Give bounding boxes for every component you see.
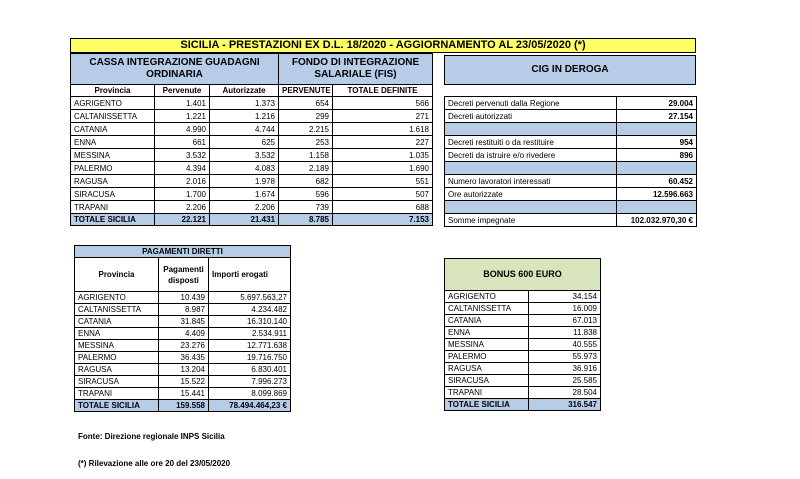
value-cell: 12.596.663 — [617, 188, 697, 201]
pagamenti-header: PAGAMENTI DIRETTI — [75, 246, 291, 258]
total-value: 22.121 — [155, 214, 210, 226]
value-cell: 682 — [279, 175, 333, 188]
value-cell: 4.234.482 — [209, 304, 291, 316]
value-cell: 15.522 — [159, 376, 209, 388]
value-cell: 60.452 — [617, 175, 697, 188]
table-row — [71, 175, 433, 188]
province-cell: SIRACUSA — [71, 188, 155, 201]
bonus-600-table — [444, 258, 601, 411]
value-cell: 1.978 — [210, 175, 279, 188]
value-cell: 1.221 — [155, 110, 210, 123]
value-cell: 3.532 — [210, 149, 279, 162]
total-value: 8.785 — [279, 214, 333, 226]
province-cell: TRAPANI — [75, 388, 159, 400]
value-cell: 1.690 — [333, 162, 433, 175]
province-cell: AGRIGENTO — [75, 292, 159, 304]
table-row — [445, 387, 601, 399]
value-cell: 8.987 — [159, 304, 209, 316]
table-row — [75, 364, 291, 376]
cig-deroga-header: CIG IN DEROGA — [444, 55, 696, 85]
table-row — [445, 291, 601, 303]
province-cell: AGRIGENTO — [71, 97, 155, 110]
value-cell: 596 — [279, 188, 333, 201]
table-row — [71, 136, 433, 149]
value-cell: 3.532 — [155, 149, 210, 162]
total-value: 159.558 — [159, 400, 209, 412]
table-row — [75, 376, 291, 388]
table-row — [445, 351, 601, 363]
value-cell: 271 — [333, 110, 433, 123]
table-row — [445, 375, 601, 387]
value-cell: 25.585 — [529, 375, 601, 387]
value-cell: 4.744 — [210, 123, 279, 136]
table-row — [445, 162, 697, 175]
value-cell: 227 — [333, 136, 433, 149]
total-row — [445, 399, 601, 411]
column-header: Importi erogati — [209, 258, 291, 292]
province-cell: PALERMO — [445, 351, 529, 363]
province-cell: ENNA — [75, 328, 159, 340]
total-label: TOTALE SICILIA — [71, 214, 155, 226]
table-row — [445, 363, 601, 375]
table-row — [445, 214, 697, 227]
table-row — [445, 188, 697, 201]
label-cell: Ore autorizzate — [445, 188, 617, 201]
value-cell: 31.845 — [159, 316, 209, 328]
value-cell: 1.700 — [155, 188, 210, 201]
table-row — [445, 149, 697, 162]
value-cell: 507 — [333, 188, 433, 201]
province-cell: ENNA — [445, 327, 529, 339]
value-cell: 16.009 — [529, 303, 601, 315]
value-cell: 29.004 — [617, 97, 697, 110]
table-row — [71, 97, 433, 110]
pagamenti-diretti-table — [74, 245, 291, 412]
province-cell: CALTANISSETTA — [71, 110, 155, 123]
province-cell: CALTANISSETTA — [445, 303, 529, 315]
table-row — [445, 339, 601, 351]
value-cell: 1.401 — [155, 97, 210, 110]
province-cell: PALERMO — [75, 352, 159, 364]
table-row — [445, 123, 697, 136]
label-cell: Decreti autorizzati — [445, 110, 617, 123]
value-cell: 299 — [279, 110, 333, 123]
table-row — [445, 175, 697, 188]
label-cell — [445, 201, 617, 214]
province-cell: RAGUSA — [75, 364, 159, 376]
table-row — [75, 328, 291, 340]
value-cell: 67.013 — [529, 315, 601, 327]
cigo-header: CASSA INTEGRAZIONE GUADAGNI ORDINARIA — [71, 54, 279, 85]
table-row — [75, 292, 291, 304]
bonus-header: BONUS 600 EURO — [445, 259, 601, 291]
value-cell: 688 — [333, 201, 433, 214]
column-header: TOTALE DEFINITE — [333, 85, 433, 97]
province-cell: MESSINA — [75, 340, 159, 352]
column-header: Autorizzate — [210, 85, 279, 97]
value-cell: 10.439 — [159, 292, 209, 304]
label-cell: Decreti da istruire e/o rivedere — [445, 149, 617, 162]
value-cell — [617, 123, 697, 136]
province-cell: RAGUSA — [445, 363, 529, 375]
province-cell: RAGUSA — [71, 175, 155, 188]
value-cell: 5.697.563,27 — [209, 292, 291, 304]
table-row — [445, 136, 697, 149]
table-row — [445, 315, 601, 327]
label-cell: Numero lavoratori interessati — [445, 175, 617, 188]
column-header: Pervenute — [155, 85, 210, 97]
value-cell: 6.830.401 — [209, 364, 291, 376]
value-cell: 2.016 — [155, 175, 210, 188]
value-cell: 954 — [617, 136, 697, 149]
label-cell: Decreti restituiti o da restituire — [445, 136, 617, 149]
value-cell: 1.674 — [210, 188, 279, 201]
table-row — [75, 340, 291, 352]
value-cell: 11.838 — [529, 327, 601, 339]
total-row — [75, 400, 291, 412]
value-cell: 23.276 — [159, 340, 209, 352]
value-cell: 2.206 — [155, 201, 210, 214]
value-cell: 8.099.869 — [209, 388, 291, 400]
value-cell: 551 — [333, 175, 433, 188]
value-cell — [617, 162, 697, 175]
table-row — [445, 97, 697, 110]
province-cell: MESSINA — [445, 339, 529, 351]
value-cell — [617, 201, 697, 214]
province-cell: SIRACUSA — [75, 376, 159, 388]
province-cell: TRAPANI — [71, 201, 155, 214]
value-cell: 16.310.140 — [209, 316, 291, 328]
table-row — [75, 316, 291, 328]
label-cell: Somme impegnate — [445, 214, 617, 227]
province-cell: AGRIGENTO — [445, 291, 529, 303]
column-header: Pagamenti disposti — [159, 258, 209, 292]
province-cell: SIRACUSA — [445, 375, 529, 387]
total-value: 21.431 — [210, 214, 279, 226]
province-cell: ENNA — [71, 136, 155, 149]
total-row — [71, 214, 433, 226]
province-cell: CATANIA — [445, 315, 529, 327]
label-cell — [445, 123, 617, 136]
value-cell: 2.206 — [210, 201, 279, 214]
table-row — [75, 388, 291, 400]
value-cell: 36.916 — [529, 363, 601, 375]
value-cell: 36.435 — [159, 352, 209, 364]
value-cell: 4.394 — [155, 162, 210, 175]
table-row — [71, 162, 433, 175]
value-cell: 253 — [279, 136, 333, 149]
value-cell: 1.035 — [333, 149, 433, 162]
value-cell: 566 — [333, 97, 433, 110]
value-cell: 40.555 — [529, 339, 601, 351]
value-cell: 4.083 — [210, 162, 279, 175]
value-cell: 4.409 — [159, 328, 209, 340]
province-cell: TRAPANI — [445, 387, 529, 399]
value-cell: 27.154 — [617, 110, 697, 123]
total-label: TOTALE SICILIA — [445, 399, 529, 411]
total-value: 7.153 — [333, 214, 433, 226]
column-header: PERVENUTE — [279, 85, 333, 97]
value-cell: 7.996.273 — [209, 376, 291, 388]
value-cell: 2.189 — [279, 162, 333, 175]
table-row — [71, 188, 433, 201]
province-cell: CALTANISSETTA — [75, 304, 159, 316]
value-cell: 2.534.911 — [209, 328, 291, 340]
value-cell: 654 — [279, 97, 333, 110]
table-row — [71, 123, 433, 136]
page-title: SICILIA - PRESTAZIONI EX D.L. 18/2020 - AGGIORNAMENTO AL 23/05/2020 (*) — [70, 38, 696, 53]
value-cell: 739 — [279, 201, 333, 214]
total-value: 316.547 — [529, 399, 601, 411]
label-cell — [445, 162, 617, 175]
value-cell: 28.504 — [529, 387, 601, 399]
value-cell: 1.216 — [210, 110, 279, 123]
cigo-fis-table — [70, 53, 433, 226]
value-cell: 13.204 — [159, 364, 209, 376]
value-cell: 15.441 — [159, 388, 209, 400]
column-header: Provincia — [75, 258, 159, 292]
value-cell: 102.032.970,30 € — [617, 214, 697, 227]
table-row — [71, 149, 433, 162]
table-row — [445, 201, 697, 214]
value-cell: 12.771.638 — [209, 340, 291, 352]
total-value: 78.494.464,23 € — [209, 400, 291, 412]
province-cell: PALERMO — [71, 162, 155, 175]
cigo-column-header-row — [71, 85, 433, 97]
table-row — [75, 352, 291, 364]
table-row — [71, 201, 433, 214]
value-cell: 55.973 — [529, 351, 601, 363]
table-row — [445, 303, 601, 315]
table-row — [445, 327, 601, 339]
pagamenti-column-header-row — [75, 258, 291, 292]
cig-deroga-table — [444, 96, 697, 227]
value-cell: 4.990 — [155, 123, 210, 136]
province-cell: CATANIA — [75, 316, 159, 328]
table-row — [445, 110, 697, 123]
label-cell: Decreti pervenuti dalla Regione — [445, 97, 617, 110]
value-cell: 1.618 — [333, 123, 433, 136]
value-cell: 2.215 — [279, 123, 333, 136]
province-cell: CATANIA — [71, 123, 155, 136]
column-header: Provincia — [71, 85, 155, 97]
value-cell: 896 — [617, 149, 697, 162]
value-cell: 661 — [155, 136, 210, 149]
value-cell: 34.154 — [529, 291, 601, 303]
value-cell: 1.373 — [210, 97, 279, 110]
survey-note: (*) Rilevazione alle ore 20 del 23/05/2020 — [78, 459, 231, 468]
fis-header: FONDO DI INTEGRAZIONE SALARIALE (FIS) — [279, 54, 433, 85]
table-row — [71, 110, 433, 123]
table-row — [75, 304, 291, 316]
total-label: TOTALE SICILIA — [75, 400, 159, 412]
source-note: Fonte: Direzione regionale INPS Sicilia — [78, 432, 225, 441]
value-cell: 1.158 — [279, 149, 333, 162]
value-cell: 625 — [210, 136, 279, 149]
value-cell: 19.716.750 — [209, 352, 291, 364]
province-cell: MESSINA — [71, 149, 155, 162]
